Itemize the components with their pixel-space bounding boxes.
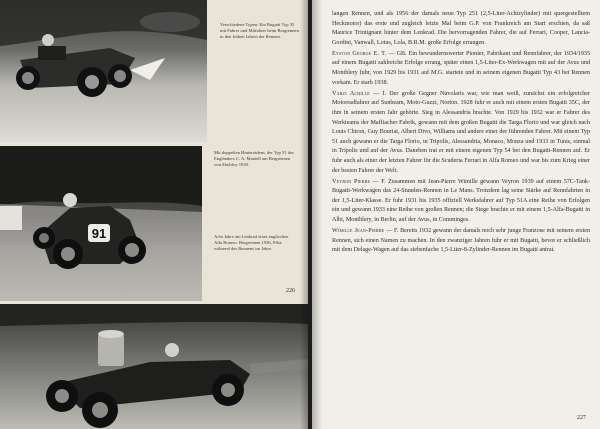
photo-race-car-91-image	[0, 146, 202, 301]
paragraph-lead: Wimille Jean-Pierre	[332, 228, 385, 235]
photo-race-car-alfa-image	[0, 304, 308, 429]
paragraph-lead: Veyron Pierre	[332, 178, 371, 185]
paragraph	[332, 50, 590, 88]
paragraph-text: — GB. Ein bewundernswerter Pionier, Fabrikant und Rennfahrer, der 1934/1935 auf einem Bugatti zahlreiche Erfolge errang, später einen 1,5-Liter-Ex-Werkwagen mit auf der Avus und Monthlery fuhr, von 1929 bis 1931 auf M.G. startete und in seinem eigenen Bugatti Typ 43 bei Rennen vorkam. Er starb 1938.	[332, 50, 590, 86]
caption-photo-3: Acht Jahre am Lenkrad eines englischen Alfa Romeo: Bergrennen 1936, Pilot während des Rennens im Jahre.	[214, 234, 289, 252]
svg-text:91: 91	[91, 226, 107, 241]
right-page	[312, 0, 600, 429]
paragraph-lead: Varzi Achille	[332, 90, 370, 97]
paragraph	[332, 10, 590, 48]
caption-photo-1: Verschiedene Typen: Ein Bugatti Typ 35 mit Fahrer und Mitfahrer beim Bergrennen in den frühen Jahren der Rennen.	[220, 22, 299, 40]
photo-race-car-1	[0, 0, 207, 142]
paragraph	[332, 90, 590, 176]
paragraph-text: — F. Bereits 1932 gewann der damals noch sehr junge Franzose mit seinem ersten Rennen, sich einen Namen zu machen. In den zwanziger Jahren fuhr er mit Bugatti, bevor er schließlich mit dem Delage-Wagen auf das siebenfache 1,5-Liter-8-Zylinder-Rennen im Bugatti antrat.	[332, 228, 591, 254]
body-text	[332, 10, 590, 257]
paragraph	[332, 227, 590, 256]
paragraph-text: — F. Zusammen mit Jean-Pierre Wimille gewann Veyron 1939 auf einem 57C-Tank-Bugatti-Werkwagen das 24-Stunden-Rennen in Le Mans. Trotzdem lag seine Stärke auf Rennfahrten in der 1,5-Liter-Klasse. Er fuhr 1931 bis 1935 offiziell Werksfahrer auf Typ 51A eine Reihe von Erfolgen ein und gewann 1933 eine Reihe von großen Rennen; die Siege brachte er mit einem 1,5-Alfa-Bugatti in Albi, Monthlery, in Berlin, auf der Avus, in Comminges.	[332, 178, 591, 223]
caption-photo-2: Mit doppelten Hinterrädern, der Typ 51 des Engländers C. A. Mantell am Bergrennen von Shelsley 1939.	[214, 150, 294, 168]
book-gutter	[300, 0, 322, 429]
paragraph	[332, 178, 590, 226]
paragraph-lead: Eyston George E. T.	[332, 50, 387, 57]
photo-race-car-91	[0, 146, 202, 301]
photo-race-car-1-image	[0, 0, 207, 142]
paragraph-text: — I. Der große Gegner Nuvolaris war, wie man weiß, zunächst ein erfolgreicher Motorradfahrer auf Sunbeam, Moto-Guzzi, Norton. 1928 fuhr er auch mit einem ersten Bugatti 35C, der ihm in seinem ersten Jahr gehörte. Sieg in Alessandria brachte. Von 1929 bis 1932 war er Fahrer des Werkteams der Maffiacher Fabrik, gewann mit dem großen Bugatti die Targa Florio und war gleich nach Louis Chiron, Guy Bouriat, Albert Divo, Williams und andere einer der führenden Fahrer. Mit einem Typ 51 auch gewann er die Targa Florio, in Tripolis, Alessandria, Monaco, Monza und 1933 in Tunis, einmal in Tripolis und auf der Avus. Daneben trat er mit einem eigenen Typ 54 bei den Bugatti-Rennen auf. Er fuhr auch als einer der letzten Fahrer für die Scuderia Ferrari in Alfa Romeo und war bis zum Krieg einer der besten Fahrer der Welt.	[332, 90, 591, 174]
page-number-left: 226	[286, 288, 295, 294]
page-number-right: 227	[577, 415, 586, 421]
paragraph-text: langen Rennen, und als 1956 der damals neue Typ 251 (2,5-Liter-Achtzylinder) mit quergestelltem Heckmotor) das erste und zugleich letzte Mal beim G.P. von Frankreich am Start erschien, da saß Maurice Trintignant hinter dem Lenkrad. Die hervorragenden Fahrer, die auf Ferrari, Cooper, Lancia-Gordini, Vanwall, Lotus, Lola, B.R.M. große Erfolge errangen.	[332, 11, 590, 46]
photo-race-car-alfa	[0, 304, 308, 429]
